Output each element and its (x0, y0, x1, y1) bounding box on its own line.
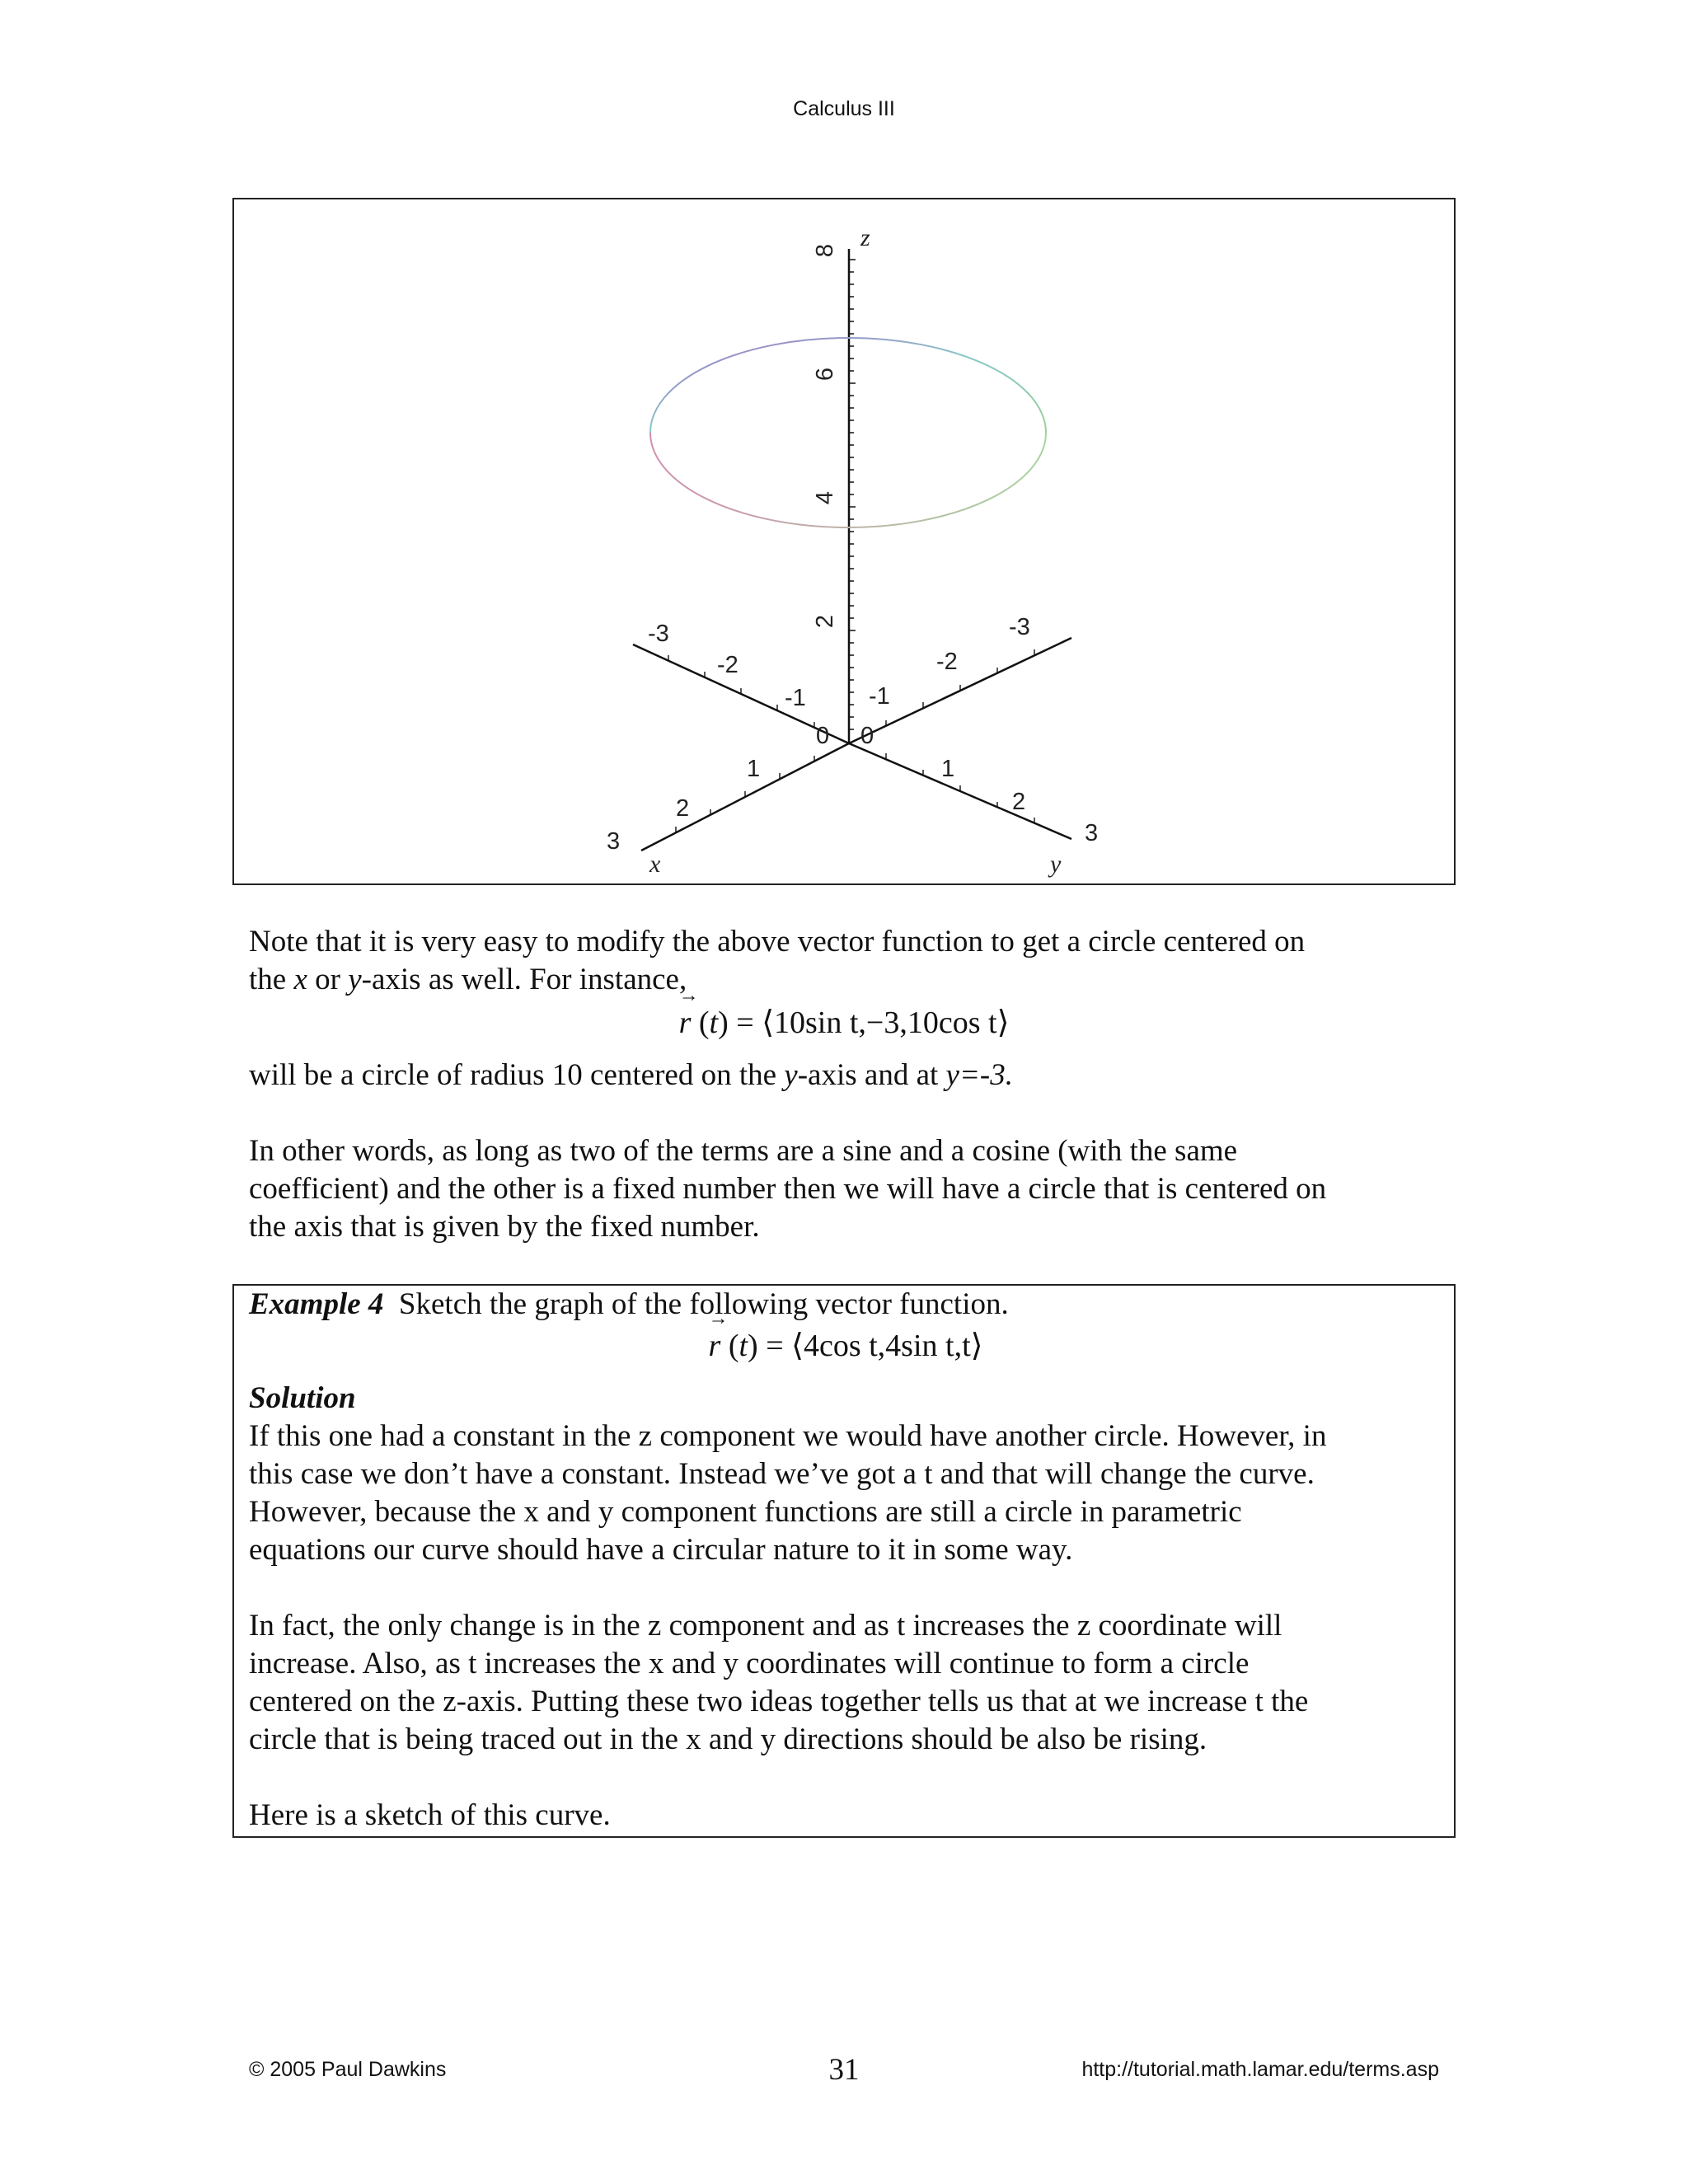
other-line-1: In other words, as long as two of the terms are a sine and a cosine (with the same (249, 1134, 1238, 1168)
eq1-t: t (709, 1005, 719, 1040)
z-axis-label: z (860, 224, 870, 251)
x-tick-0: 0 (816, 723, 830, 749)
note-y: y (348, 963, 362, 996)
y-tick-2: 2 (1012, 789, 1026, 815)
eq2-t: t (738, 1329, 748, 1363)
solution-line-1: If this one had a constant in the z component we would have another circle. However, in (249, 1419, 1327, 1453)
y-tick-neg1: -1 (869, 683, 890, 710)
equation-2 (2, 1327, 1688, 1364)
z-tick-8: 8 (812, 243, 838, 258)
other-line-3: the axis that is given by the fixed number. (249, 1210, 760, 1244)
example-prompt: Sketch the graph of the following vector function. (398, 1287, 1009, 1321)
solution-line-8: circle that is being traced out in the x and y directions should be also be rising. (249, 1722, 1207, 1756)
y-axis-label: y (1050, 851, 1062, 878)
y-tick-3: 3 (1085, 820, 1099, 846)
running-header: Calculus III (793, 97, 895, 120)
solution-label: Solution (249, 1381, 356, 1415)
x-tick-neg2: -2 (717, 652, 738, 678)
equation-1 (0, 1004, 1688, 1041)
y-tick-0: 0 (860, 723, 874, 749)
plot-3d-circle (232, 198, 1456, 885)
solution-line-7: centered on the z-axis. Putting these two ideas together tells us that at we increase t the (249, 1685, 1309, 1718)
example-box (232, 1284, 1456, 1838)
note-line-1: Note that it is very easy to modify the above vector function to get a circle centered on (249, 925, 1306, 958)
note-line-2a: the (249, 963, 294, 996)
eq2-vector-r: → r (709, 1328, 721, 1364)
z-tick-2: 2 (812, 614, 838, 629)
footer-copyright: © 2005 Paul Dawkins (249, 2058, 447, 2081)
other-line-2: coefficient) and the other is a fixed number then we will have a circle that is centered on (249, 1172, 1327, 1206)
y-tick-neg2: -2 (936, 649, 958, 675)
footer-page-number: 31 (828, 2053, 860, 2087)
radius-y: y (784, 1058, 798, 1092)
plot-svg (234, 199, 1454, 883)
radius-eq: y=-3. (945, 1058, 1013, 1092)
paragraph-other-words (249, 1132, 1436, 1246)
note-x: x (293, 963, 307, 996)
z-tick-4: 4 (812, 490, 838, 505)
solution-line-9: Here is a sketch of this curve. (249, 1798, 611, 1832)
solution-line-5: In fact, the only change is in the z component and as t increases the z coordinate will (249, 1609, 1282, 1643)
eq2-rhs: = ⟨4cos t,4sin t,t⟩ (766, 1329, 983, 1363)
x-tick-1: 1 (747, 756, 761, 782)
radius-text-a: will be a circle of radius 10 centered on the (249, 1058, 785, 1092)
eq2-paren-open: ( (728, 1329, 739, 1363)
solution-body (249, 1380, 1444, 1835)
eq1-vector-r: → r (679, 1005, 692, 1041)
note-line-2b: or (307, 963, 349, 996)
example-heading (249, 1286, 1444, 1324)
x-tick-neg3: -3 (648, 621, 669, 647)
solution-line-2: this case we don’t have a constant. Instead we’ve got a t and that will change the curve. (249, 1457, 1315, 1491)
x-tick-neg1: -1 (785, 685, 806, 711)
note-line-2c: -axis as well. For instance, (361, 963, 687, 996)
x-tick-2: 2 (676, 795, 690, 822)
eq2-paren-close: ) (748, 1329, 758, 1363)
solution-line-4: equations our curve should have a circular nature to it in some way. (249, 1533, 1073, 1567)
radius-text-b: -axis and at (797, 1058, 946, 1092)
paragraph-radius (249, 1057, 1436, 1094)
x-tick-3: 3 (607, 828, 621, 855)
solution-line-6: increase. Also, as t increases the x and y coordinates will continue to form a circle (249, 1647, 1250, 1680)
y-tick-1: 1 (941, 756, 955, 782)
paragraph-note (249, 923, 1436, 999)
solution-line-3: However, because the x and y component functions are still a circle in parametric (249, 1495, 1242, 1529)
eq1-paren-open: ( (698, 1005, 710, 1040)
eq1-rhs: = ⟨10sin t,−3,10cos t⟩ (736, 1005, 1010, 1040)
y-tick-neg3: -3 (1009, 614, 1030, 640)
x-axis-label: x (649, 851, 661, 878)
example-label: Example 4 (249, 1287, 384, 1321)
z-tick-6: 6 (812, 367, 838, 382)
footer-url[interactable]: http://tutorial.math.lamar.edu/terms.asp (1081, 2058, 1439, 2081)
eq1-paren-close: ) (718, 1005, 729, 1040)
